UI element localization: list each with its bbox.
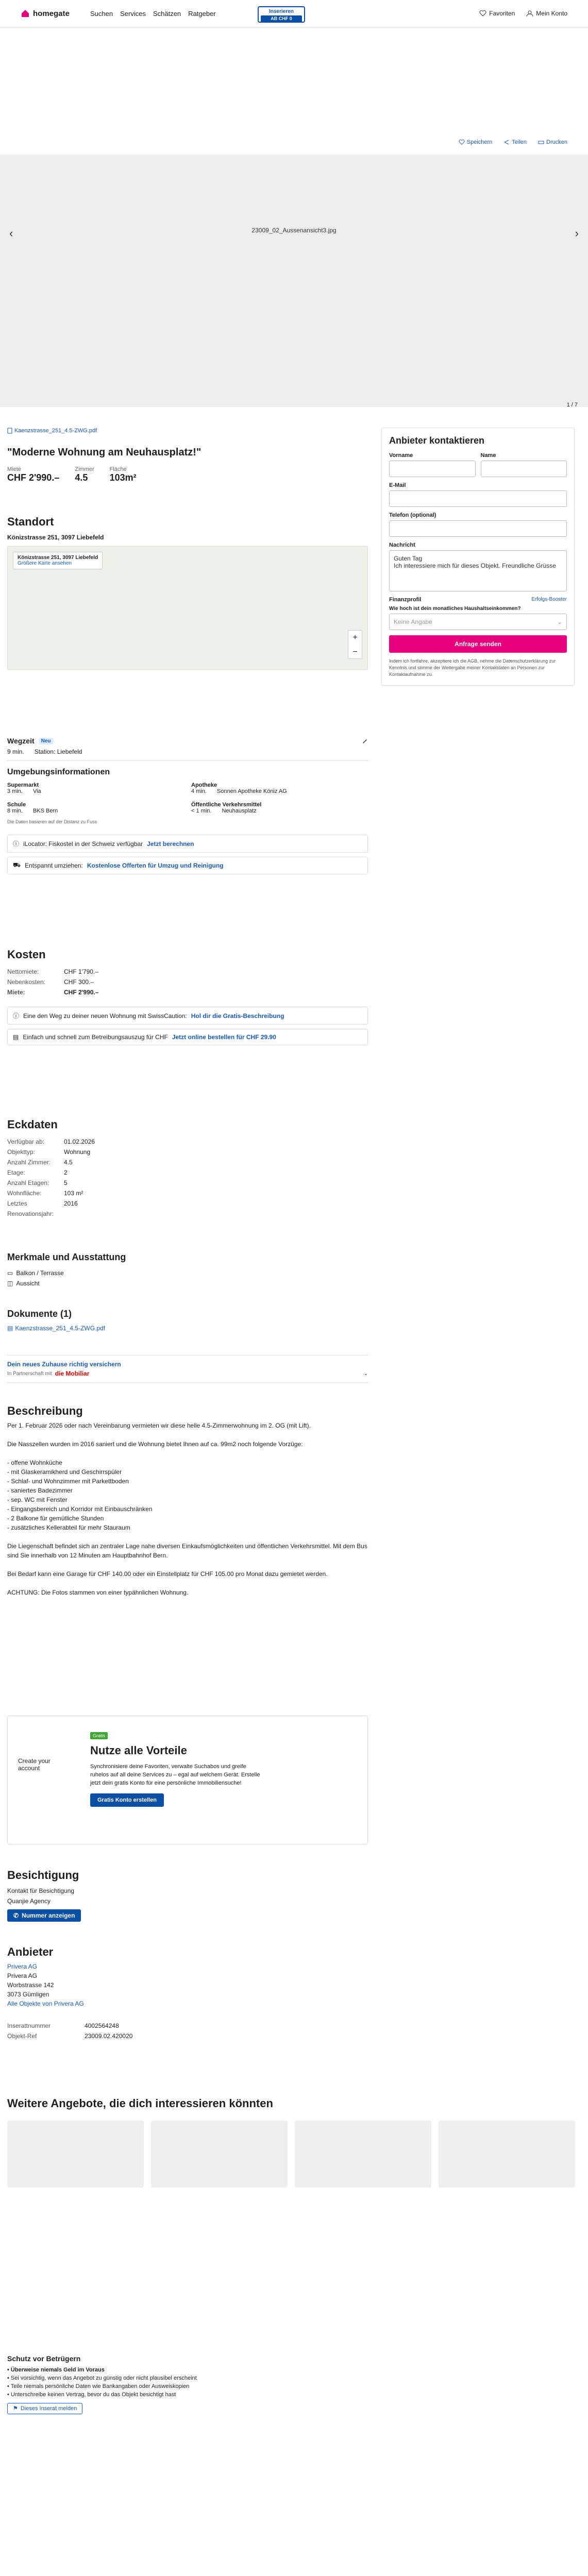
description-paragraph: Die Nasszellen wurden im 2016 saniert und die Wohnung bietet Ihnen auf ca. 99m2 noch folgende Vorzüge: bbox=[7, 1440, 303, 1448]
brand-name: homegate bbox=[33, 9, 70, 18]
more-offers-heading: Weitere Angebote, die dich interessieren könnten bbox=[7, 2097, 273, 2110]
provider-street: Worbstrasse 142 bbox=[7, 1981, 54, 1989]
area-label: Fläche bbox=[109, 466, 127, 472]
info-icon: ⓘ bbox=[13, 1012, 20, 1020]
email-input[interactable] bbox=[389, 490, 567, 507]
report-listing-label: Dieses Inserat melden bbox=[20, 2405, 77, 2412]
more-offers-list bbox=[7, 2121, 579, 2188]
provider-heading: Anbieter bbox=[7, 1945, 54, 1958]
viewing-contact-name: Quanjie Agency bbox=[7, 1897, 51, 1905]
banner-link[interactable]: Hol dir die Gratis-Beschreibung bbox=[191, 1012, 284, 1020]
surroundings-note: Die Daten basieren auf der Distanz zu Fuss bbox=[7, 819, 97, 824]
banner-text: iLocator: Fiskostel in der Schweiz verfügbar bbox=[23, 840, 143, 848]
poi-name: Via bbox=[32, 788, 41, 794]
poi-title: Apotheke bbox=[191, 782, 217, 788]
fraud-tip: • Unterschreibe keinen Vertrag, bevor du das Objekt besichtigt hast bbox=[7, 2392, 176, 2398]
pdf-link[interactable] bbox=[7, 428, 368, 434]
commute-section bbox=[7, 737, 368, 761]
description-bullet: - zusätzliches Kellerabteil für mehr Stauraum bbox=[7, 1524, 130, 1531]
detail-key: Anzahl Etagen: bbox=[7, 1179, 49, 1187]
chevron-down-icon: ⌄ bbox=[557, 618, 562, 625]
account-promo bbox=[7, 1716, 368, 1844]
description-heading: Beschreibung bbox=[7, 1404, 83, 1417]
feature-item bbox=[7, 1278, 368, 1289]
show-number-label: Nummer anzeigen bbox=[22, 1912, 75, 1919]
insert-button[interactable] bbox=[258, 6, 305, 23]
rooms-value: 4.5 bbox=[75, 472, 88, 483]
nav-estimate[interactable]: Schätzen bbox=[153, 10, 181, 18]
detail-key: Etage: bbox=[7, 1169, 25, 1176]
provider-all-listings-link[interactable]: Alle Objekte von Privera AG bbox=[7, 2000, 84, 2007]
banner-text: Einfach und schnell zum Betreibungsauszug für CHF bbox=[23, 1033, 168, 1041]
details-heading: Eckdaten bbox=[7, 1118, 58, 1131]
detail-value: 2016 bbox=[64, 1200, 78, 1207]
send-request-button[interactable]: Anfrage senden bbox=[389, 635, 567, 653]
user-icon bbox=[526, 10, 533, 17]
favorites-label: Favoriten bbox=[489, 10, 515, 17]
first-name-label: Vorname bbox=[389, 452, 413, 459]
detail-key: Verfügbar ab: bbox=[7, 1138, 45, 1145]
poi-distance: 8 min. bbox=[7, 808, 23, 814]
detail-row bbox=[7, 1147, 368, 1157]
commute-label: Wegzeit bbox=[7, 737, 35, 745]
provider-name-link[interactable]: Privera AG bbox=[7, 1963, 38, 1970]
description-bullet: - saniertes Badezimmer bbox=[7, 1487, 73, 1494]
income-select[interactable] bbox=[389, 614, 567, 630]
save-button[interactable] bbox=[459, 139, 493, 145]
phone-icon: ✆ bbox=[13, 1912, 19, 1919]
object-ref-row bbox=[7, 2031, 368, 2041]
fraud-protection-section bbox=[7, 2354, 368, 2414]
poi-name: Neuhausplatz bbox=[222, 808, 257, 814]
listing-title: "Moderne Wohnung am Neuhausplatz!" bbox=[7, 447, 201, 458]
contact-form bbox=[381, 428, 575, 686]
nav-search[interactable]: Suchen bbox=[90, 10, 113, 18]
cost-value: CHF 1'790.– bbox=[64, 968, 98, 975]
cost-value: CHF 300.– bbox=[64, 978, 94, 986]
poi-transport bbox=[191, 802, 368, 814]
document-name: Kaenzstrasse_251_4.5-ZWG.pdf bbox=[15, 1325, 106, 1332]
site-header bbox=[0, 0, 588, 28]
account-label: Mein Konto bbox=[536, 10, 567, 17]
detail-row bbox=[7, 1178, 368, 1188]
object-ref-value: 23009.02.420020 bbox=[85, 2032, 133, 2040]
detail-row bbox=[7, 1188, 368, 1198]
printer-icon bbox=[538, 139, 544, 145]
detail-row bbox=[7, 1157, 368, 1167]
phone-label: Telefon (optional) bbox=[389, 512, 436, 518]
listing-id-label: Inserattnummer bbox=[7, 2022, 51, 2029]
share-button[interactable] bbox=[503, 139, 527, 145]
fraud-heading: Schutz vor Betrügern bbox=[7, 2354, 81, 2363]
nav-guide[interactable]: Ratgeber bbox=[188, 10, 216, 18]
finance-label: Finanzprofil bbox=[389, 597, 422, 603]
moving-banner[interactable] bbox=[7, 857, 368, 874]
poi-pharmacy bbox=[191, 782, 368, 794]
share-icon bbox=[503, 139, 510, 145]
documents-heading: Dokumente (1) bbox=[7, 1309, 72, 1319]
detail-key: Letztes Renovationsjahr: bbox=[7, 1200, 54, 1217]
house-icon bbox=[21, 9, 30, 18]
detail-key: Objekttyp: bbox=[7, 1148, 36, 1156]
description-bullet: - 2 Balkone für gemütliche Stunden bbox=[7, 1515, 104, 1522]
mobiliar-logo: die Mobiliar bbox=[55, 1370, 90, 1377]
rent-label: Miete bbox=[7, 466, 21, 472]
poi-school bbox=[7, 802, 184, 814]
provider-section bbox=[7, 1947, 368, 2041]
costs-section bbox=[7, 948, 368, 1049]
cost-row bbox=[7, 967, 368, 977]
promo-left-label: Create your account bbox=[18, 1757, 51, 1772]
print-label: Drucken bbox=[546, 139, 567, 145]
banner-text: Entspannt umziehen: bbox=[25, 862, 83, 869]
description-bullet: - mit Glaskeramikherd und Geschirrspüler bbox=[7, 1468, 122, 1476]
document-icon: ▤ bbox=[13, 1033, 19, 1041]
gallery-next-icon[interactable]: › bbox=[575, 227, 579, 240]
poi-title: Supermarkt bbox=[7, 782, 39, 788]
detail-row bbox=[7, 1137, 368, 1147]
detail-value: 5 bbox=[64, 1179, 68, 1187]
view-icon: ◫ bbox=[7, 1280, 13, 1287]
share-label: Teilen bbox=[512, 139, 527, 145]
viewing-section bbox=[7, 1870, 368, 1922]
banner-text: Eine den Weg zu deiner neuen Wohnung mit SwissCaution: bbox=[23, 1012, 187, 1020]
fraud-tip: • Überweise niemals Geld im Voraus bbox=[7, 2367, 105, 2373]
provider-city: 3073 Gümligen bbox=[7, 1991, 49, 1998]
promo-text: Synchronisiere deine Favoriten, verwalte Suchabos und greife ruhelos auf all deine Services zu – egal auf welchem Gerät. Erstelle jetzt dein gratis Konto für eine persönliche Immobiliensuche! bbox=[90, 1764, 260, 1786]
cost-key: Nettomiete: bbox=[7, 968, 39, 975]
cost-key: Miete: bbox=[7, 989, 25, 996]
save-label: Speichern bbox=[466, 139, 493, 145]
heart-icon bbox=[459, 139, 465, 145]
edit-icon[interactable] bbox=[362, 738, 368, 744]
offer-card-placeholder[interactable] bbox=[439, 2121, 575, 2188]
detail-value: 4.5 bbox=[64, 1159, 73, 1166]
rent-value: CHF 2'990.– bbox=[7, 472, 60, 483]
header-actions bbox=[479, 10, 567, 17]
document-icon bbox=[7, 428, 12, 434]
features-section bbox=[7, 1252, 368, 1289]
address: Könizstrasse 251, 3097 Liebefeld bbox=[7, 534, 104, 541]
insurance-title: Dein neues Zuhause richtig versichern bbox=[7, 1361, 121, 1368]
gallery-counter: 1 / 7 bbox=[566, 402, 578, 408]
info-icon: ⓘ bbox=[13, 840, 20, 848]
ilocator-banner[interactable] bbox=[7, 835, 368, 853]
description-bullet: - Schlaf- und Wohnzimmer mit Parkettboden bbox=[7, 1478, 129, 1485]
poi-supermarket bbox=[7, 782, 184, 794]
insurance-partner: In Partnerschaft mit bbox=[7, 1370, 52, 1377]
balcony-icon: ▭ bbox=[7, 1269, 13, 1277]
contact-disclaimer: Indem ich fortfahre, akzeptiere ich die AGB, nehme die Datenschutzerklärung zur Kenntnis und stimme der Weitergabe meiner Kontaktdaten an Personen zur Kontaktaufnahme zu. bbox=[389, 658, 556, 677]
viewing-contact-label: Kontakt für Besichtigung bbox=[7, 1887, 75, 1894]
listing-actions bbox=[459, 139, 567, 145]
cost-row bbox=[7, 977, 368, 987]
object-ref-label: Objekt-Ref bbox=[7, 2032, 37, 2040]
location-heading: Standort bbox=[7, 515, 54, 528]
nav-services[interactable]: Services bbox=[120, 10, 146, 18]
description-section bbox=[7, 1406, 368, 1597]
commute-time: 9 min. bbox=[7, 748, 24, 755]
print-button[interactable] bbox=[538, 139, 567, 145]
create-account-button[interactable]: Gratis Konto erstellen bbox=[90, 1793, 164, 1807]
location-section bbox=[7, 515, 368, 670]
more-offers-section bbox=[7, 2097, 579, 2188]
poi-distance: 4 min. bbox=[191, 788, 207, 794]
description-bullet: - Eingangsbereich und Korridor mit Einbauschränken bbox=[7, 1505, 153, 1513]
main-nav bbox=[90, 10, 216, 18]
costs-heading: Kosten bbox=[7, 948, 46, 961]
banner-link[interactable]: Jetzt online bestellen für CHF 29.90 bbox=[172, 1033, 276, 1041]
cost-key: Nebenkosten: bbox=[7, 978, 46, 986]
detail-value: 2 bbox=[64, 1169, 68, 1176]
finance-booster-link[interactable]: Erfolgs-Booster bbox=[531, 597, 567, 602]
favorites-link[interactable] bbox=[479, 10, 515, 17]
cost-row bbox=[7, 987, 368, 997]
map-zoom-controls[interactable]: + − bbox=[348, 630, 362, 659]
listing-summary bbox=[7, 428, 368, 483]
surroundings-section bbox=[7, 768, 368, 878]
image-gallery[interactable] bbox=[0, 155, 588, 407]
banner-link[interactable]: Jetzt berechnen bbox=[147, 840, 194, 848]
last-name-label: Name bbox=[480, 452, 496, 459]
report-listing-button[interactable] bbox=[7, 2403, 82, 2414]
detail-row bbox=[7, 1167, 368, 1178]
cost-value: CHF 2'990.– bbox=[64, 989, 99, 996]
map-address: Könizstrasse 251, 3097 Liebefeld bbox=[18, 555, 98, 561]
first-name-input[interactable] bbox=[389, 461, 476, 477]
promo-badge: Gratis bbox=[90, 1732, 108, 1739]
account-link[interactable] bbox=[526, 10, 567, 17]
document-icon: ▤ bbox=[7, 1325, 13, 1332]
feature-label: Balkon / Terrasse bbox=[16, 1269, 64, 1277]
offer-card-placeholder[interactable] bbox=[295, 2121, 431, 2188]
pdf-link-text: Kaenzstrasse_251_4.5-ZWG.pdf bbox=[14, 428, 97, 434]
description-bullet: - offene Wohnküche bbox=[7, 1459, 62, 1466]
description-paragraph: Bei Bedarf kann eine Garage für CHF 140.00 oder ein Einstellplatz für CHF 105.00 pro Monat dazu gemietet werden. bbox=[7, 1570, 328, 1578]
debt-extract-banner[interactable] bbox=[7, 1029, 368, 1045]
offer-card-placeholder[interactable] bbox=[7, 2121, 144, 2188]
rooms-label: Zimmer bbox=[75, 466, 94, 472]
detail-key: Wohnfläche: bbox=[7, 1190, 42, 1197]
detail-value: 103 m² bbox=[64, 1190, 83, 1197]
income-value: Keine Angabe bbox=[394, 618, 432, 625]
message-textarea[interactable]: Guten Tag Ich interessiere mich für dieses Objekt. Freundliche Grüsse bbox=[389, 550, 567, 591]
homegate-logo[interactable] bbox=[21, 9, 70, 18]
income-label: Wie hoch ist dein monatliches Haushaltseinkommen? bbox=[389, 606, 521, 612]
feature-item bbox=[7, 1268, 368, 1278]
key-facts bbox=[7, 466, 368, 483]
map-larger-link[interactable]: Größere Karte ansehen bbox=[18, 561, 72, 566]
show-number-button[interactable] bbox=[7, 1909, 81, 1922]
feature-label: Aussicht bbox=[16, 1280, 40, 1287]
fraud-tip: • Sei vorsichtig, wenn das Angebot zu günstig oder nicht plausibel erscheint bbox=[7, 2375, 197, 2381]
poi-title: Öffentliche Verkehrsmittel bbox=[191, 802, 262, 808]
insurance-banner[interactable] bbox=[7, 1355, 368, 1383]
description-paragraph: Die Liegenschaft befindet sich an zentraler Lage nahe diversen Einkaufsmöglichkeiten und öffentlichen Verkehrsmittel. Mit dem Bus sind Sie innerhalb von 12 Minuten am Hauptbahnhof Bern. bbox=[7, 1543, 367, 1559]
offer-card-placeholder[interactable] bbox=[151, 2121, 288, 2188]
insert-label: Inserieren bbox=[269, 9, 294, 14]
documents-section bbox=[7, 1309, 368, 1332]
details-section bbox=[7, 1118, 368, 1219]
phone-input[interactable] bbox=[389, 520, 567, 537]
surroundings-heading: Umgebungsinformationen bbox=[7, 768, 110, 776]
poi-name: BKS Bern bbox=[32, 808, 58, 814]
poi-distance: 3 min. bbox=[7, 788, 23, 794]
truck-icon: ⛟ bbox=[13, 861, 21, 869]
map-info-box bbox=[13, 552, 103, 569]
email-label: E-Mail bbox=[389, 482, 406, 488]
commute-destination: Station: Liebefeld bbox=[34, 748, 82, 755]
promo-title: Nutze alle Vorteile bbox=[90, 1744, 187, 1757]
chevron-down-icon: ⌄ bbox=[363, 1370, 368, 1377]
gallery-prev-icon[interactable]: ‹ bbox=[9, 227, 13, 240]
flag-icon: ⚑ bbox=[13, 2405, 18, 2412]
features-heading: Merkmale und Ausstattung bbox=[7, 1252, 126, 1262]
message-label: Nachricht bbox=[389, 542, 415, 548]
detail-row bbox=[7, 1198, 368, 1219]
document-link[interactable] bbox=[7, 1325, 368, 1332]
detail-key: Anzahl Zimmer: bbox=[7, 1159, 51, 1166]
description-paragraph: ACHTUNG: Die Fotos stammen von einer typähnlichen Wohnung. bbox=[7, 1589, 189, 1596]
commute-badge: Neu bbox=[39, 738, 54, 744]
insert-badge: AB CHF 0 bbox=[261, 15, 302, 22]
last-name-input[interactable] bbox=[481, 461, 567, 477]
viewing-heading: Besichtigung bbox=[7, 1869, 79, 1882]
fraud-tip: • Teile niemals persönliche Daten wie Bankangaben oder Ausweiskopien bbox=[7, 2383, 190, 2389]
detail-value: Wohnung bbox=[64, 1148, 91, 1156]
description-paragraph: Per 1. Februar 2026 oder nach Vereinbarung vermieten wir diese helle 4.5-Zimmerwohnung im 2. OG (mit Lift). bbox=[7, 1422, 311, 1429]
poi-distance: < 1 min. bbox=[191, 808, 212, 814]
description-bullet: - sep. WC mit Fenster bbox=[7, 1496, 68, 1503]
banner-link[interactable]: Kostenlose Offerten für Umzug und Reinigung bbox=[87, 862, 224, 869]
detail-value: 01.02.2026 bbox=[64, 1138, 95, 1145]
poi-title: Schule bbox=[7, 802, 26, 808]
provider-company: Privera AG bbox=[7, 1972, 38, 1979]
listing-id-value: 4002564248 bbox=[85, 2022, 119, 2029]
area-value: 103m² bbox=[109, 472, 137, 483]
swisscaution-banner[interactable] bbox=[7, 1007, 368, 1025]
poi-name: Sonnen Apotheke Köniz AG bbox=[216, 788, 287, 794]
image-caption: 23009_02_Aussenansicht3.jpg bbox=[251, 227, 337, 234]
listing-id-row bbox=[7, 2021, 368, 2031]
map[interactable] bbox=[7, 546, 368, 670]
contact-heading: Anbieter kontaktieren bbox=[389, 435, 485, 446]
heart-icon bbox=[479, 10, 486, 17]
